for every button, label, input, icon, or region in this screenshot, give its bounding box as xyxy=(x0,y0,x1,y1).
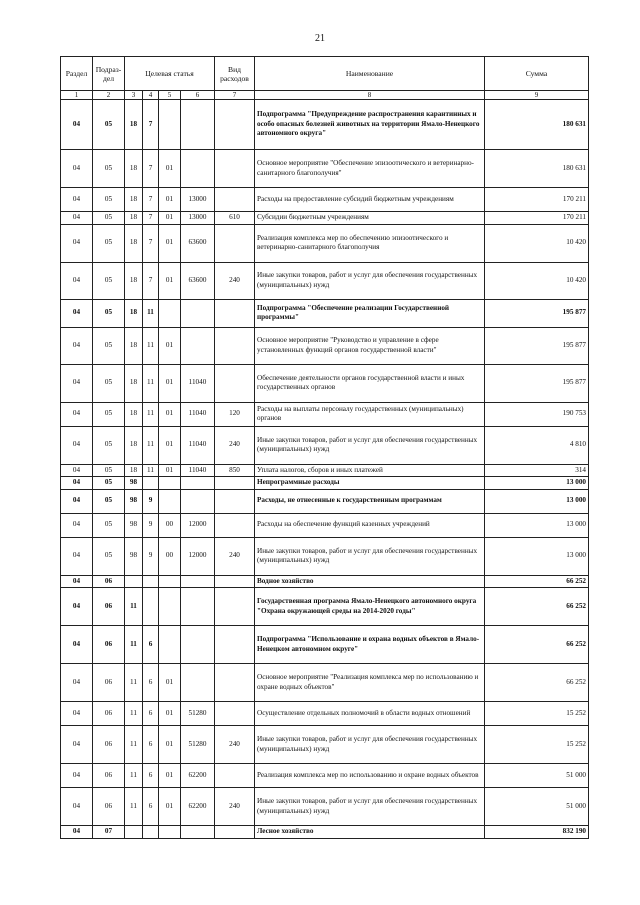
cell-name: Иные закупки товаров, работ и услуг для обеспечения государственных (муниципальных) нужд xyxy=(255,788,485,826)
cell-razdel: 04 xyxy=(61,788,93,826)
cell-subprogram: 6 xyxy=(143,626,159,664)
table-row xyxy=(61,477,589,490)
cell-direction: 51280 xyxy=(181,726,215,764)
cell-direction xyxy=(181,826,215,839)
cell-razdel: 04 xyxy=(61,100,93,150)
cell-direction xyxy=(181,489,215,513)
cell-subprogram: 6 xyxy=(143,664,159,702)
table-row xyxy=(61,327,589,364)
cell-razdel: 04 xyxy=(61,489,93,513)
cell-direction: 63600 xyxy=(181,224,215,262)
cell-direction xyxy=(181,100,215,150)
cell-subprogram: 9 xyxy=(143,489,159,513)
cell-program: 11 xyxy=(125,664,143,702)
cell-sum: 195 877 xyxy=(485,327,589,364)
cell-expense-type xyxy=(215,477,255,490)
header-razdel: Раздел xyxy=(61,57,93,91)
cell-event xyxy=(159,299,181,327)
table-header-row xyxy=(61,57,589,91)
cell-podrazdel: 06 xyxy=(93,575,125,588)
cell-razdel: 04 xyxy=(61,327,93,364)
cell-podrazdel: 07 xyxy=(93,826,125,839)
table-row xyxy=(61,826,589,839)
table-row xyxy=(61,262,589,299)
col-number: 4 xyxy=(143,91,159,100)
header-podrazdel: Подраз-дел xyxy=(93,57,125,91)
cell-subprogram: 11 xyxy=(143,402,159,426)
cell-sum: 832 190 xyxy=(485,826,589,839)
cell-direction: 62200 xyxy=(181,764,215,788)
cell-direction xyxy=(181,664,215,702)
cell-direction: 63600 xyxy=(181,262,215,299)
cell-name: Подпрограмма "Предупреждение распространения карантинных и особо опасных болезней животных на территории Ямало-Ненецкого автономного округа" xyxy=(255,100,485,150)
cell-direction xyxy=(181,575,215,588)
cell-event: 01 xyxy=(159,188,181,212)
cell-sum: 66 252 xyxy=(485,626,589,664)
cell-sum: 51 000 xyxy=(485,764,589,788)
cell-name: Обеспечение деятельности органов государственной власти и иных государственных органов xyxy=(255,364,485,402)
cell-event: 01 xyxy=(159,402,181,426)
cell-subprogram: 11 xyxy=(143,426,159,464)
cell-name: Расходы на предоставление субсидий бюджетным учреждениям xyxy=(255,188,485,212)
cell-podrazdel: 05 xyxy=(93,224,125,262)
cell-sum: 195 877 xyxy=(485,364,589,402)
cell-expense-type xyxy=(215,588,255,626)
cell-podrazdel: 05 xyxy=(93,262,125,299)
cell-direction xyxy=(181,299,215,327)
cell-event: 01 xyxy=(159,212,181,225)
cell-name: Подпрограмма "Обеспечение реализации Государственной программы" xyxy=(255,299,485,327)
cell-expense-type xyxy=(215,764,255,788)
cell-direction: 51280 xyxy=(181,702,215,726)
cell-razdel: 04 xyxy=(61,402,93,426)
cell-name: Осуществление отдельных полномочий в области водных отношений xyxy=(255,702,485,726)
cell-razdel: 04 xyxy=(61,188,93,212)
cell-program: 11 xyxy=(125,764,143,788)
cell-direction: 12000 xyxy=(181,513,215,537)
cell-event: 01 xyxy=(159,464,181,477)
table-row xyxy=(61,764,589,788)
cell-expense-type: 240 xyxy=(215,426,255,464)
cell-expense-type xyxy=(215,575,255,588)
table-row xyxy=(61,513,589,537)
cell-name: Государственная программа Ямало-Ненецкого автономного округа "Охрана окружающей среды на 2014-2020 годы" xyxy=(255,588,485,626)
cell-podrazdel: 06 xyxy=(93,626,125,664)
table-row xyxy=(61,726,589,764)
cell-subprogram: 7 xyxy=(143,212,159,225)
cell-program: 98 xyxy=(125,477,143,490)
cell-expense-type: 610 xyxy=(215,212,255,225)
cell-subprogram xyxy=(143,575,159,588)
cell-name: Подпрограмма "Использование и охрана водных объектов в Ямало-Ненецком автономном округе" xyxy=(255,626,485,664)
cell-sum: 4 810 xyxy=(485,426,589,464)
cell-podrazdel: 05 xyxy=(93,513,125,537)
cell-subprogram xyxy=(143,588,159,626)
cell-subprogram: 11 xyxy=(143,299,159,327)
cell-podrazdel: 05 xyxy=(93,426,125,464)
cell-expense-type xyxy=(215,188,255,212)
cell-subprogram: 6 xyxy=(143,726,159,764)
cell-name: Расходы на обеспечение функций казенных учреждений xyxy=(255,513,485,537)
cell-razdel: 04 xyxy=(61,575,93,588)
cell-event: 01 xyxy=(159,702,181,726)
cell-razdel: 04 xyxy=(61,702,93,726)
table-row xyxy=(61,537,589,575)
cell-event: 00 xyxy=(159,537,181,575)
cell-direction: 13000 xyxy=(181,188,215,212)
cell-program: 18 xyxy=(125,150,143,188)
cell-direction: 13000 xyxy=(181,212,215,225)
cell-expense-type xyxy=(215,299,255,327)
cell-sum: 13 000 xyxy=(485,489,589,513)
cell-sum: 190 753 xyxy=(485,402,589,426)
cell-expense-type xyxy=(215,327,255,364)
cell-program: 11 xyxy=(125,588,143,626)
cell-event: 00 xyxy=(159,513,181,537)
cell-razdel: 04 xyxy=(61,513,93,537)
cell-razdel: 04 xyxy=(61,537,93,575)
cell-sum: 13 000 xyxy=(485,513,589,537)
cell-podrazdel: 05 xyxy=(93,299,125,327)
cell-podrazdel: 05 xyxy=(93,464,125,477)
cell-expense-type: 240 xyxy=(215,537,255,575)
table-row xyxy=(61,426,589,464)
cell-podrazdel: 06 xyxy=(93,764,125,788)
cell-sum: 66 252 xyxy=(485,575,589,588)
cell-expense-type xyxy=(215,826,255,839)
table-row xyxy=(61,188,589,212)
cell-razdel: 04 xyxy=(61,477,93,490)
cell-name: Реализация комплекса мер по обеспечению эпизоотического и ветеринарно-санитарного благополучия xyxy=(255,224,485,262)
table-row xyxy=(61,575,589,588)
table-row xyxy=(61,150,589,188)
cell-razdel: 04 xyxy=(61,726,93,764)
cell-subprogram: 7 xyxy=(143,100,159,150)
cell-expense-type xyxy=(215,224,255,262)
cell-subprogram: 7 xyxy=(143,188,159,212)
cell-direction xyxy=(181,626,215,664)
cell-event xyxy=(159,100,181,150)
cell-direction xyxy=(181,327,215,364)
cell-sum: 314 xyxy=(485,464,589,477)
cell-event xyxy=(159,626,181,664)
cell-expense-type: 240 xyxy=(215,788,255,826)
col-number: 8 xyxy=(255,91,485,100)
cell-program: 18 xyxy=(125,224,143,262)
cell-subprogram: 6 xyxy=(143,788,159,826)
cell-event xyxy=(159,489,181,513)
table-row xyxy=(61,402,589,426)
cell-expense-type xyxy=(215,364,255,402)
cell-sum: 180 631 xyxy=(485,150,589,188)
cell-name: Основное мероприятие "Руководство и управление в сфере установленных функций органов государственной власти" xyxy=(255,327,485,364)
cell-event: 01 xyxy=(159,364,181,402)
cell-razdel: 04 xyxy=(61,426,93,464)
cell-program: 11 xyxy=(125,726,143,764)
cell-direction xyxy=(181,150,215,188)
cell-direction xyxy=(181,588,215,626)
cell-expense-type xyxy=(215,513,255,537)
cell-name: Водное хозяйство xyxy=(255,575,485,588)
column-number-row xyxy=(61,91,589,100)
table-row xyxy=(61,664,589,702)
col-number: 5 xyxy=(159,91,181,100)
cell-razdel: 04 xyxy=(61,764,93,788)
cell-sum: 170 211 xyxy=(485,188,589,212)
table-row xyxy=(61,224,589,262)
cell-program: 98 xyxy=(125,537,143,575)
cell-direction xyxy=(181,477,215,490)
cell-event: 01 xyxy=(159,150,181,188)
cell-program: 11 xyxy=(125,702,143,726)
cell-podrazdel: 05 xyxy=(93,150,125,188)
cell-subprogram: 9 xyxy=(143,537,159,575)
cell-sum: 66 252 xyxy=(485,588,589,626)
cell-program: 18 xyxy=(125,327,143,364)
col-number: 1 xyxy=(61,91,93,100)
cell-program: 18 xyxy=(125,212,143,225)
cell-razdel: 04 xyxy=(61,150,93,188)
cell-podrazdel: 05 xyxy=(93,188,125,212)
cell-program: 98 xyxy=(125,489,143,513)
table-row xyxy=(61,212,589,225)
cell-name: Реализация комплекса мер по использованию и охране водных объектов xyxy=(255,764,485,788)
cell-sum: 195 877 xyxy=(485,299,589,327)
cell-razdel: 04 xyxy=(61,664,93,702)
cell-sum: 51 000 xyxy=(485,788,589,826)
cell-direction: 11040 xyxy=(181,426,215,464)
cell-podrazdel: 05 xyxy=(93,537,125,575)
cell-razdel: 04 xyxy=(61,588,93,626)
budget-table xyxy=(60,56,589,839)
page-number: 21 xyxy=(315,33,325,44)
cell-program: 18 xyxy=(125,402,143,426)
cell-direction: 11040 xyxy=(181,364,215,402)
cell-program: 18 xyxy=(125,100,143,150)
cell-podrazdel: 05 xyxy=(93,402,125,426)
cell-program: 98 xyxy=(125,513,143,537)
header-expense-type: Вид расходов xyxy=(215,57,255,91)
header-name: Наименование xyxy=(255,57,485,91)
cell-event xyxy=(159,588,181,626)
cell-event: 01 xyxy=(159,726,181,764)
table-row xyxy=(61,299,589,327)
cell-direction: 11040 xyxy=(181,402,215,426)
cell-razdel: 04 xyxy=(61,364,93,402)
col-number: 2 xyxy=(93,91,125,100)
cell-event: 01 xyxy=(159,788,181,826)
cell-program: 18 xyxy=(125,299,143,327)
cell-program: 18 xyxy=(125,464,143,477)
table-row xyxy=(61,626,589,664)
table-row xyxy=(61,588,589,626)
cell-expense-type xyxy=(215,150,255,188)
cell-subprogram: 9 xyxy=(143,513,159,537)
cell-event xyxy=(159,826,181,839)
cell-expense-type: 120 xyxy=(215,402,255,426)
cell-sum: 13 000 xyxy=(485,537,589,575)
cell-razdel: 04 xyxy=(61,224,93,262)
cell-razdel: 04 xyxy=(61,262,93,299)
cell-name: Расходы на выплаты персоналу государственных (муниципальных) органов xyxy=(255,402,485,426)
cell-razdel: 04 xyxy=(61,464,93,477)
cell-direction: 11040 xyxy=(181,464,215,477)
cell-name: Основное мероприятие "Реализация комплекса мер по использованию и охране водных объектов" xyxy=(255,664,485,702)
cell-expense-type xyxy=(215,664,255,702)
cell-name: Иные закупки товаров, работ и услуг для обеспечения государственных (муниципальных) нужд xyxy=(255,726,485,764)
cell-name: Лесное хозяйство xyxy=(255,826,485,839)
cell-razdel: 04 xyxy=(61,212,93,225)
cell-direction: 62200 xyxy=(181,788,215,826)
table-row xyxy=(61,464,589,477)
cell-name: Иные закупки товаров, работ и услуг для обеспечения государственных (муниципальных) нужд xyxy=(255,262,485,299)
cell-podrazdel: 05 xyxy=(93,212,125,225)
cell-subprogram: 7 xyxy=(143,224,159,262)
cell-subprogram: 11 xyxy=(143,464,159,477)
cell-sum: 170 211 xyxy=(485,212,589,225)
cell-sum: 15 252 xyxy=(485,702,589,726)
cell-name: Иные закупки товаров, работ и услуг для обеспечения государственных (муниципальных) нужд xyxy=(255,426,485,464)
cell-podrazdel: 06 xyxy=(93,664,125,702)
cell-expense-type: 850 xyxy=(215,464,255,477)
cell-razdel: 04 xyxy=(61,826,93,839)
cell-razdel: 04 xyxy=(61,299,93,327)
table-row xyxy=(61,364,589,402)
cell-sum: 180 631 xyxy=(485,100,589,150)
cell-event: 01 xyxy=(159,262,181,299)
header-target-article: Целевая статья xyxy=(125,57,215,91)
table-row xyxy=(61,702,589,726)
cell-program xyxy=(125,575,143,588)
col-number: 3 xyxy=(125,91,143,100)
cell-sum: 66 252 xyxy=(485,664,589,702)
cell-program: 11 xyxy=(125,626,143,664)
cell-event: 01 xyxy=(159,664,181,702)
cell-sum: 13 000 xyxy=(485,477,589,490)
cell-program xyxy=(125,826,143,839)
table-row xyxy=(61,788,589,826)
cell-event: 01 xyxy=(159,426,181,464)
cell-name: Субсидии бюджетным учреждениям xyxy=(255,212,485,225)
cell-program: 18 xyxy=(125,188,143,212)
cell-subprogram: 6 xyxy=(143,702,159,726)
cell-name: Основное мероприятие "Обеспечение эпизоотического и ветеринарно-санитарного благополучия" xyxy=(255,150,485,188)
cell-expense-type xyxy=(215,626,255,664)
cell-name: Расходы, не отнесенные к государственным программам xyxy=(255,489,485,513)
cell-event xyxy=(159,575,181,588)
col-number: 7 xyxy=(215,91,255,100)
cell-event: 01 xyxy=(159,327,181,364)
cell-name: Непрограммные расходы xyxy=(255,477,485,490)
cell-event xyxy=(159,477,181,490)
cell-subprogram xyxy=(143,477,159,490)
cell-podrazdel: 05 xyxy=(93,327,125,364)
cell-name: Уплата налогов, сборов и иных платежей xyxy=(255,464,485,477)
cell-subprogram xyxy=(143,826,159,839)
cell-subprogram: 7 xyxy=(143,262,159,299)
cell-program: 18 xyxy=(125,364,143,402)
cell-subprogram: 6 xyxy=(143,764,159,788)
cell-expense-type xyxy=(215,100,255,150)
cell-expense-type xyxy=(215,702,255,726)
table-row xyxy=(61,489,589,513)
cell-sum: 10 420 xyxy=(485,262,589,299)
cell-expense-type xyxy=(215,489,255,513)
cell-program: 18 xyxy=(125,262,143,299)
cell-podrazdel: 05 xyxy=(93,477,125,490)
cell-subprogram: 7 xyxy=(143,150,159,188)
cell-program: 11 xyxy=(125,788,143,826)
cell-event: 01 xyxy=(159,224,181,262)
cell-sum: 10 420 xyxy=(485,224,589,262)
cell-podrazdel: 06 xyxy=(93,788,125,826)
cell-podrazdel: 05 xyxy=(93,100,125,150)
cell-subprogram: 11 xyxy=(143,327,159,364)
cell-sum: 15 252 xyxy=(485,726,589,764)
table-row xyxy=(61,100,589,150)
cell-podrazdel: 06 xyxy=(93,588,125,626)
cell-event: 01 xyxy=(159,764,181,788)
cell-name: Иные закупки товаров, работ и услуг для обеспечения государственных (муниципальных) нужд xyxy=(255,537,485,575)
cell-direction: 12000 xyxy=(181,537,215,575)
col-number: 6 xyxy=(181,91,215,100)
cell-expense-type: 240 xyxy=(215,262,255,299)
cell-podrazdel: 05 xyxy=(93,364,125,402)
cell-podrazdel: 06 xyxy=(93,726,125,764)
cell-razdel: 04 xyxy=(61,626,93,664)
cell-program: 18 xyxy=(125,426,143,464)
header-sum: Сумма xyxy=(485,57,589,91)
cell-podrazdel: 06 xyxy=(93,702,125,726)
cell-subprogram: 11 xyxy=(143,364,159,402)
cell-podrazdel: 05 xyxy=(93,489,125,513)
cell-expense-type: 240 xyxy=(215,726,255,764)
col-number: 9 xyxy=(485,91,589,100)
